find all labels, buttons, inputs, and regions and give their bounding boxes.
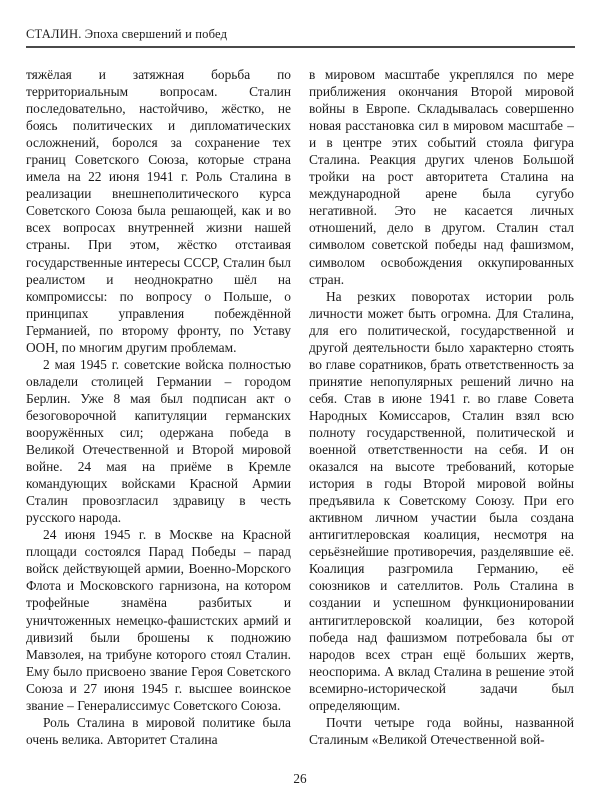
running-head-title: СТАЛИН. Эпоха свершений и побед: [26, 27, 228, 41]
paragraph: Почти четыре года войны, названной Сталиным «Великой Отечественной вой-: [309, 714, 574, 747]
running-head: [26, 26, 575, 48]
paragraph: Роль Сталина в мировой политике была очень велика. Авторитет Сталина: [26, 714, 291, 747]
paragraph: На резких поворотах истории роль личности может быть огромна. Для Сталина, для его политической, государственной и другой деятельности было характерно стоять во главе соратников, брать ответственность за принятие непопулярных решений лично на себя. Став в июне 1941 г. во главе Совета Народных Комиссаров, Сталин взял всю полноту государственной, политической и военной ответственности на себя. И он оказался на высоте требований, которые история в годы Второй мировой войны предъявила к Советскому Союзу. При его активном личном участии была создана антигитлеровская коалиция, несмотря на серьёзнейшие противоречия, разделявшие её. Коалиция разгромила Германию, её союзников и сателлитов. Роль Сталина в создании и успешном функционировании антигитлеровской коалиции, без которой победа над фашизмом потребовала бы от народов всех стран ещё больших жертв, неоспорима. А вклад Сталина в решение этой всемирно-исторической задачи был определяющим.: [309, 288, 574, 713]
paragraph: тяжёлая и затяжная борьба по территориальным вопросам. Сталин последовательно, настойчиво, жёстко, не боясь политических и дипломатических осложнений, боролся за сохранение тех границ Советского Союза, которые страна имела на 22 июня 1941 г. Роль Сталина в реализации внешнеполитического курса Советского Союза была решающей, как и во всех вопросах внутренней жизни нашей страны. При этом, жёстко отстаивая государственные интересы СССР, Сталин был реалистом и неоднократно шёл на компромиссы: по вопросу о Польше, о принципах управления побеждённой Германией, по второму фронту, по Уставу ООН, по многим другим проблемам.: [26, 67, 291, 355]
paragraph: 2 мая 1945 г. советские войска полностью овладели столицей Германии – городом Берлин. Уже 8 мая был подписан акт о безоговорочной капитуляции германских вооружённых сил; одержана победа в Великой Отечественной и Второй мировой войне. 24 мая на приёме в Кремле командующих войсками Красной Армии Сталин провозгласил здравицу в честь русского народа.: [26, 356, 291, 526]
running-head-rule: [26, 46, 575, 48]
right-column: [309, 66, 574, 756]
paragraph: в мировом масштабе укреплялся по мере приближения окончания Второй мировой войны в Европе. Складывалась совершенно новая расстановка сил в мировом масштабе – и в центре этих событий стояла фигура Сталина. Реакция других членов Большой тройки на рост авторитета Сталина на международной арене была сугубо негативной. Это не касается личных отношений, дело в другом. Сталин стал символом советской победы над фашизмом, символом освобождения оккупированных стран.: [309, 67, 574, 287]
body-columns: [26, 66, 575, 756]
page-number: 26: [293, 771, 307, 786]
left-column: [26, 66, 291, 756]
paragraph: 24 июня 1945 г. в Москве на Красной площади состоялся Парад Победы – парад войск действующей армии, Военно-Морского Флота и Московского гарнизона, на котором трофейные знамёна разбитых и уничтоженных немецко-фашистских армий и дивизий были брошены к подножию Мавзолея, на трибуне которого стоял Сталин. Ему было присвоено звание Героя Советского Союза и 27 июня 1945 г. высшее воинское звание – Генералиссимус Советского Союза.: [26, 527, 291, 713]
